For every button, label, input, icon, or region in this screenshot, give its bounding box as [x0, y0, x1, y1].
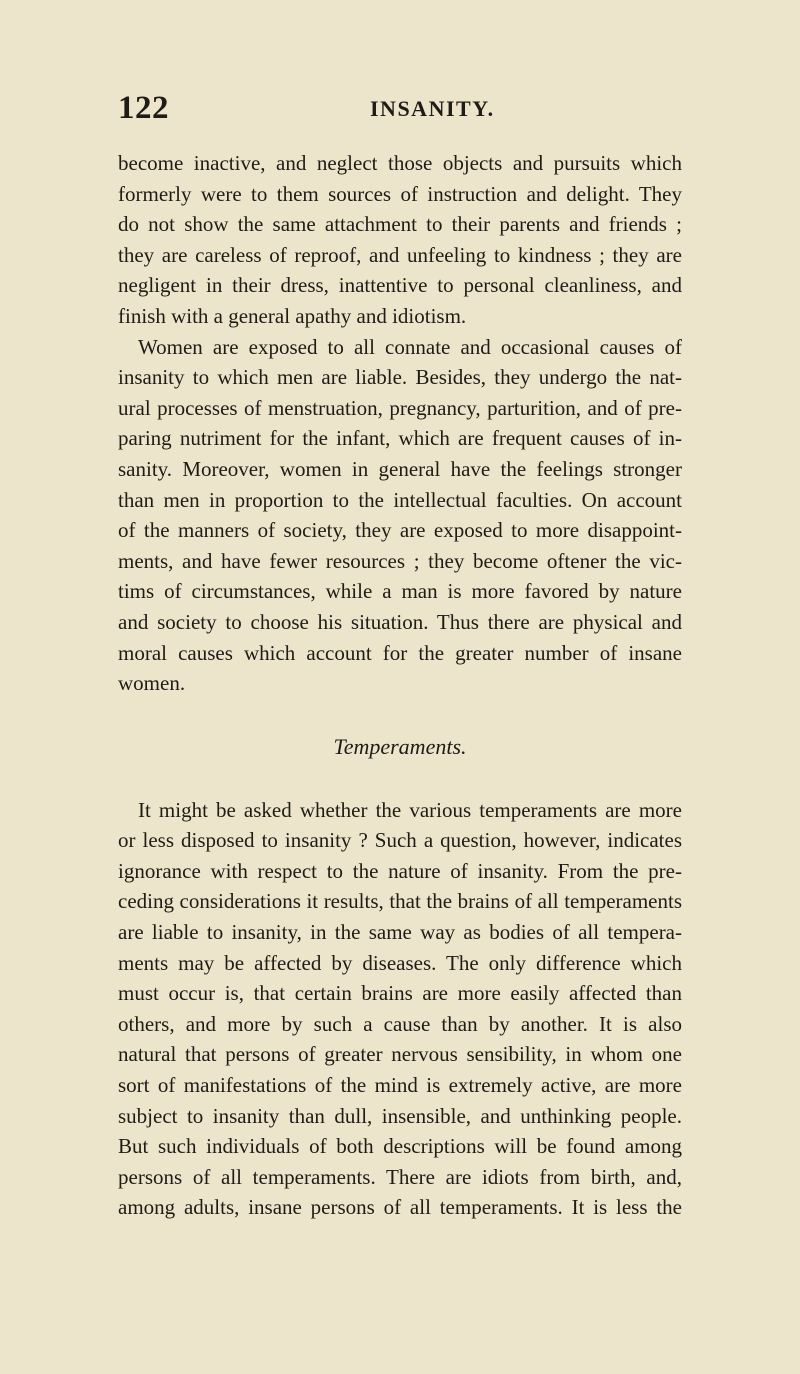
running-head	[118, 90, 678, 124]
text-line: among adults, insane persons of all temperaments. It is less the	[118, 1195, 682, 1220]
text-line: But such individuals of both descriptions will be found among	[118, 1134, 682, 1159]
text-line: natural that persons of greater nervous sensibility, in whom one	[118, 1042, 682, 1067]
text-line: sanity. Moreover, women in general have the feelings stronger	[118, 456, 682, 481]
page-number: 122	[118, 90, 169, 126]
running-title: INSANITY.	[370, 96, 495, 121]
text-line: than men in proportion to the intellectual faculties. On account	[118, 487, 682, 512]
text-line: others, and more by such a cause than by another. It is also	[118, 1011, 682, 1036]
text-line: finish with a general apathy and idiotism.	[118, 303, 467, 328]
section-heading: Temperaments.	[333, 733, 467, 759]
text-line: ceding considerations it results, that the brains of all temperaments	[118, 889, 682, 914]
text-line: women.	[118, 671, 186, 696]
text-line: must occur is, that certain brains are more easily affected than	[118, 981, 682, 1006]
text-line: they are careless of reproof, and unfeeling to kindness ; they are	[118, 242, 682, 267]
text-line: persons of all temperaments. There are idiots from birth, and,	[118, 1164, 682, 1189]
text-line: ments, and have fewer resources ; they become oftener the vic-	[118, 548, 682, 573]
text-line: moral causes which account for the greater number of insane	[118, 640, 682, 665]
text-line: insanity to which men are liable. Besides, they undergo the nat-	[118, 365, 682, 390]
text-line: are liable to insanity, in the same way as bodies of all tempera-	[118, 920, 682, 945]
text-line: Women are exposed to all connate and occasional causes of	[138, 334, 682, 359]
body-text	[118, 148, 682, 1223]
text-line: It might be asked whether the various temperaments are more	[138, 797, 682, 822]
text-line: ignorance with respect to the nature of insanity. From the pre-	[118, 858, 682, 883]
text-line: become inactive, and neglect those objects and pursuits which	[118, 151, 682, 175]
paragraph-3	[118, 795, 682, 1223]
text-line: or less disposed to insanity ? Such a question, however, indicates	[118, 828, 682, 853]
text-line: sort of manifestations of the mind is extremely active, are more	[118, 1073, 682, 1098]
text-line: tims of circumstances, while a man is more favored by nature	[118, 579, 682, 604]
text-line: subject to insanity than dull, insensible, and unthinking people.	[118, 1103, 682, 1128]
paragraph-1	[118, 148, 682, 332]
text-line: ural processes of menstruation, pregnancy, parturition, and of pre-	[118, 395, 682, 420]
text-line: and society to choose his situation. Thus there are physical and	[118, 609, 682, 634]
text-line: paring nutriment for the infant, which are frequent causes of in-	[118, 426, 682, 451]
text-line: do not show the same attachment to their parents and friends ;	[118, 212, 682, 237]
text-line: negligent in their dress, inattentive to personal cleanliness, and	[118, 273, 682, 298]
text-line: of the manners of society, they are exposed to more disappoint-	[118, 518, 682, 543]
paragraph-2	[118, 332, 682, 699]
text-line: formerly were to them sources of instruction and delight. They	[118, 181, 682, 206]
text-line: ments may be affected by diseases. The only difference which	[118, 950, 682, 975]
